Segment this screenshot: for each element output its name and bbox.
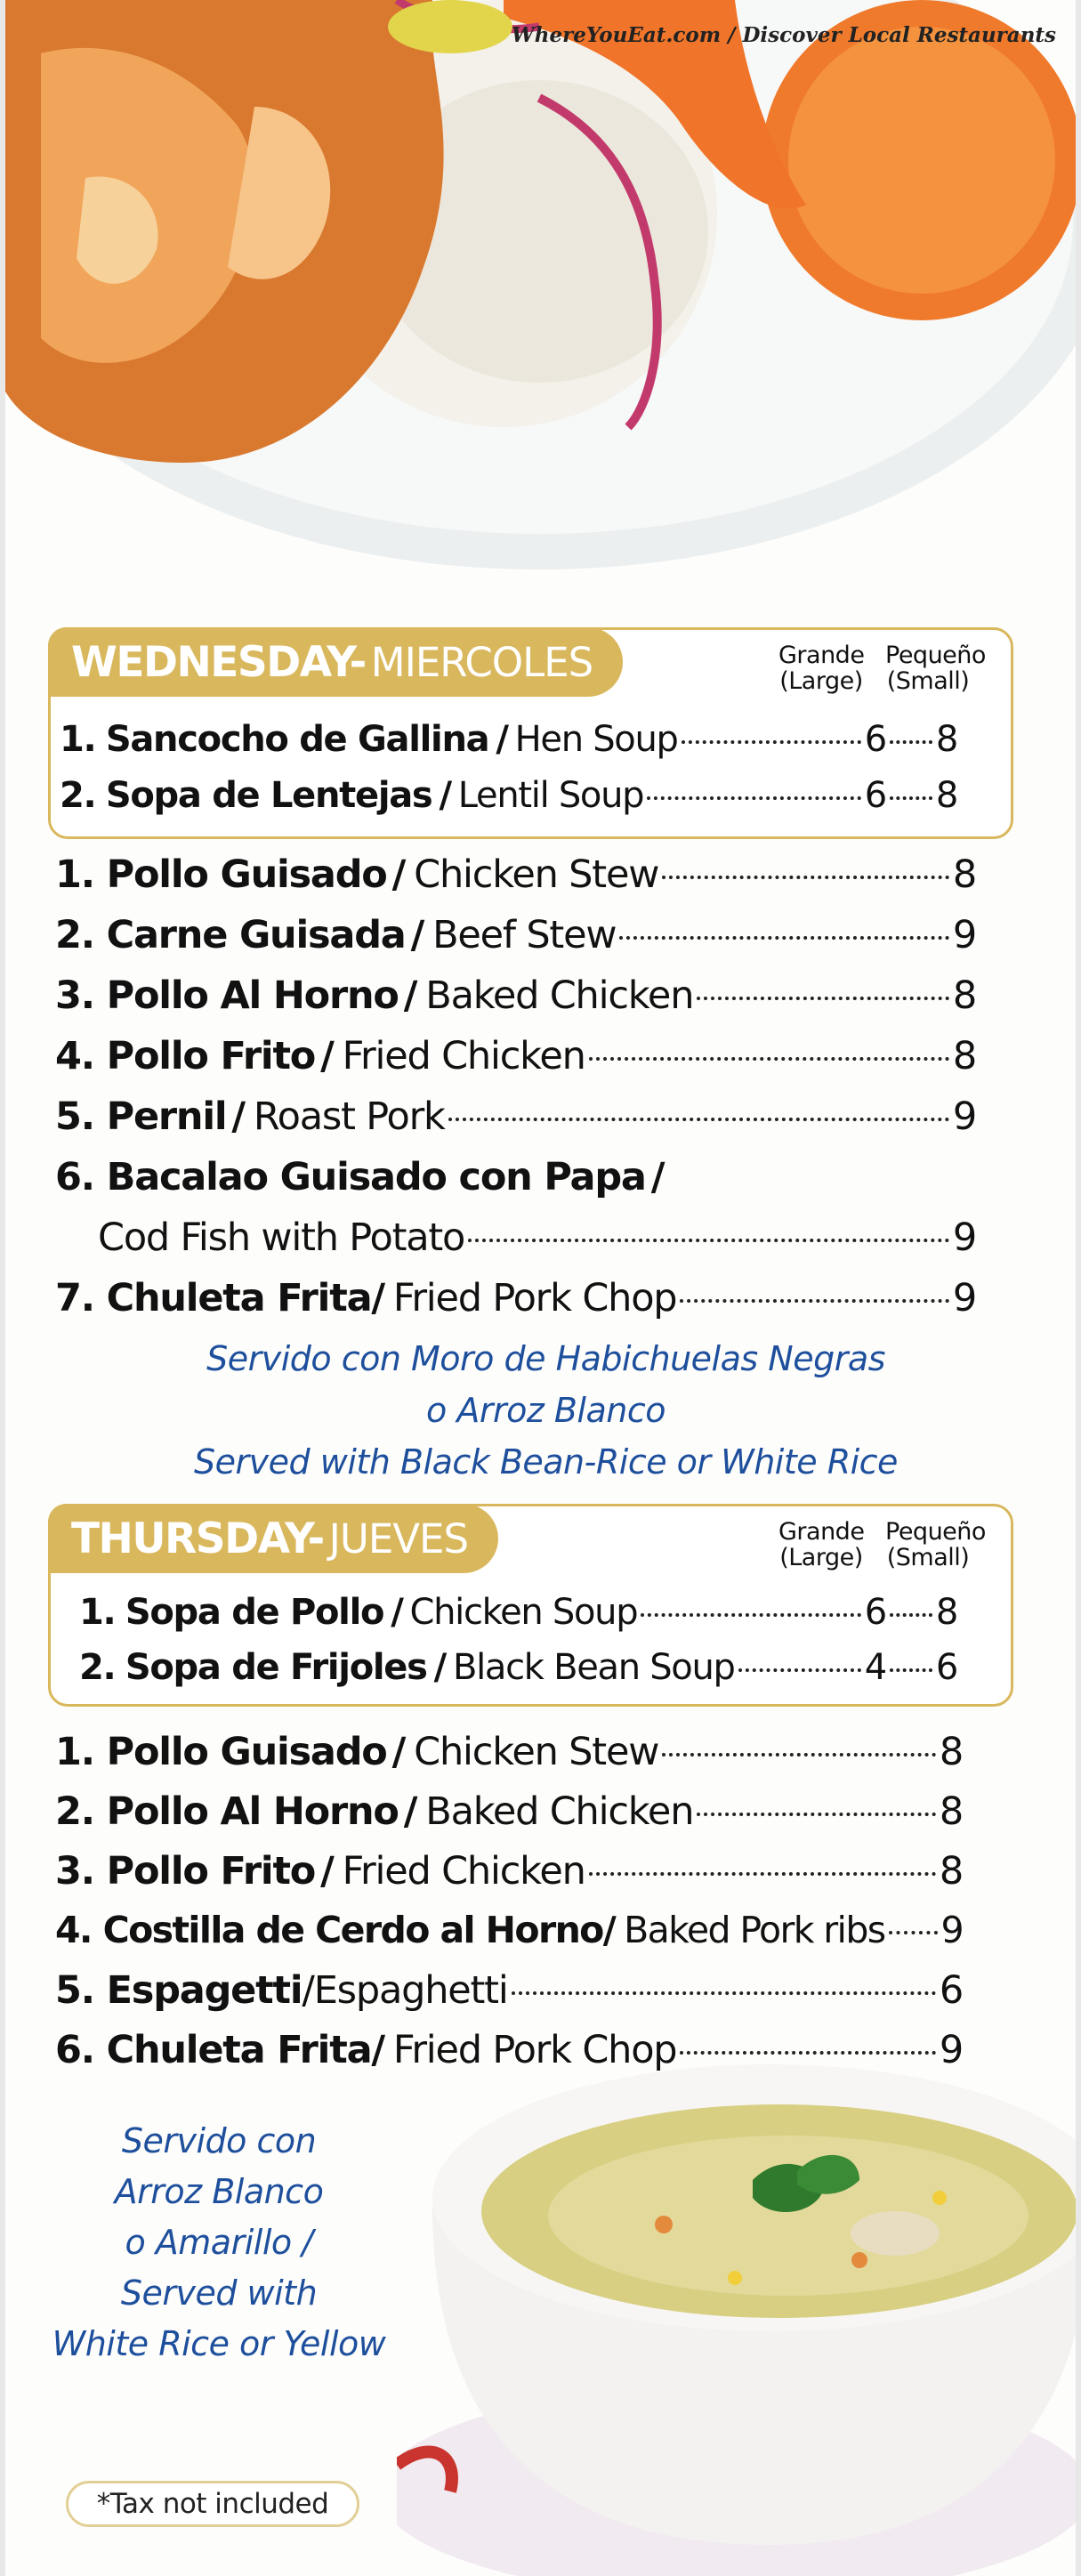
item-separator: / [371, 2028, 384, 2072]
served-line: Servido con Moro de Habichuelas Negras [206, 1339, 885, 1378]
watermark: WhereYouEat.com / Discover Local Restaurants [511, 23, 1056, 47]
dot-leader [738, 1668, 861, 1672]
item-price: 6 [939, 1968, 963, 2013]
dot-leader [468, 1239, 949, 1242]
menu-item [55, 1276, 976, 1320]
soup-number: 1. [60, 719, 96, 760]
served-line: Servido con [121, 2121, 317, 2160]
menu-item [55, 1909, 963, 1951]
item-name-en: Beef Stew [432, 913, 617, 957]
dot-leader [697, 1813, 936, 1816]
item-price: 8 [939, 1849, 963, 1894]
item-name-en: Espaghetti [313, 1968, 508, 2013]
wednesday-title-es: MIERCOLES [370, 638, 593, 686]
dot-leader [890, 740, 932, 744]
item-name-es: 1. Pollo Guisado [55, 852, 387, 897]
item-name-es: 1. Pollo Guisado [55, 1730, 387, 1774]
item-separator: / [403, 1789, 417, 1834]
soup-bowl-photo [397, 2047, 1081, 2576]
dot-leader [512, 1991, 936, 1995]
menu-item [55, 1968, 963, 2013]
item-price: 8 [952, 1034, 976, 1078]
thursday-banner [48, 1504, 498, 1573]
item-name-en: Baked Chicken [425, 973, 694, 1018]
dot-leader [890, 1613, 932, 1617]
tax-note: *Tax not included [66, 2481, 359, 2527]
item-name-en: Chicken Stew [414, 1730, 659, 1774]
item-price: 8 [952, 852, 976, 897]
item-name-es: 4. Costilla de Cerdo al Horno [55, 1909, 603, 1951]
served-line: Served with Black Bean-Rice or White Rice [194, 1442, 898, 1482]
dot-leader [619, 936, 949, 940]
item-separator: / [391, 852, 406, 897]
soup-number: 1. [79, 1592, 116, 1633]
item-name-en: Baked Pork ribs [624, 1909, 885, 1951]
item-separator: / [602, 1909, 616, 1951]
item-name-es: 4. Pollo Frito [55, 1034, 316, 1078]
item-name-en: Fried Chicken [342, 1849, 585, 1894]
menu-item [55, 1034, 976, 1078]
item-price: 9 [939, 2028, 963, 2072]
plate-illustration [5, 0, 1081, 587]
menu-item-continued [98, 1215, 976, 1260]
price-large: 4 [864, 1647, 886, 1688]
item-separator: / [302, 1968, 314, 2013]
item-name-es: 5. Espagetti [55, 1968, 303, 2013]
soup-name-en: Chicken Soup [409, 1592, 638, 1633]
dot-leader [647, 796, 860, 800]
item-price: 8 [939, 1730, 963, 1774]
menu-item [55, 1094, 976, 1139]
item-name-es: 3. Pollo Frito [55, 1849, 316, 1894]
thursday-soup-box [48, 1504, 1013, 1707]
thursday-size-header [778, 1518, 986, 1572]
size-small-label: Pequeño (Small) [885, 642, 986, 696]
item-name-es: 5. Pernil [55, 1094, 227, 1139]
item-price: 9 [952, 913, 976, 957]
soup-name-es: Sopa de Pollo [125, 1592, 384, 1633]
wednesday-banner [48, 627, 623, 697]
thursday-title-es: JUEVES [328, 1514, 469, 1563]
soup-row [79, 1592, 957, 1633]
item-name-es: 6. Bacalao Guisado con Papa [55, 1155, 646, 1199]
thursday-title-en: THURSDAY- [71, 1514, 324, 1563]
soup-row [60, 775, 957, 816]
price-large: 6 [864, 719, 886, 760]
item-separator: / [391, 1730, 406, 1774]
item-separator: / [371, 1276, 384, 1320]
dot-leader [662, 876, 949, 879]
wednesday-soup-box [48, 627, 1013, 839]
item-name-es: 2. Carne Guisada [55, 913, 406, 957]
dot-leader [890, 796, 932, 800]
soup-name-es: Sopa de Frijoles [125, 1647, 427, 1688]
item-name-es: 6. Chuleta Frita [55, 2028, 372, 2072]
soup-separator: / [439, 775, 451, 816]
item-name-es: 7. Chuleta Frita [55, 1276, 372, 1320]
soup-number: 2. [60, 775, 96, 816]
price-small: 6 [935, 1647, 957, 1688]
menu-item [55, 852, 976, 897]
dot-leader [589, 1872, 936, 1876]
item-price: 8 [939, 1789, 963, 1834]
item-separator: / [410, 913, 424, 957]
item-name-en: Baked Chicken [425, 1789, 694, 1834]
item-name-es: 2. Pollo Al Horno [55, 1789, 399, 1834]
item-separator: / [403, 973, 417, 1018]
item-price: 9 [952, 1094, 976, 1139]
item-name-en: Cod Fish with Potato [98, 1215, 465, 1260]
item-name-en: Roast Pork [253, 1094, 445, 1139]
size-large-label: Grande (Large) [778, 642, 865, 696]
dot-leader [697, 997, 949, 1000]
dot-leader [589, 1057, 949, 1061]
price-large: 6 [864, 1592, 886, 1633]
soup-name-en: Lentil Soup [457, 775, 644, 816]
item-separator: / [231, 1094, 245, 1139]
menu-item [55, 1849, 963, 1894]
soup-row [60, 719, 957, 760]
item-name-en: Fried Chicken [342, 1034, 585, 1078]
item-name-es: 3. Pollo Al Horno [55, 973, 399, 1018]
price-small: 8 [935, 719, 957, 760]
item-name-en: Fried Pork Chop [392, 1276, 677, 1320]
menu-item [55, 1789, 963, 1834]
item-price: 9 [952, 1276, 976, 1320]
soup-name-es: Sancocho de Gallina [105, 719, 489, 760]
soup-separator: / [496, 719, 508, 760]
served-line: Served with [120, 2273, 318, 2313]
dot-leader [680, 1299, 948, 1303]
served-line: o Arroz Blanco [426, 1391, 666, 1430]
soup-number: 2. [79, 1647, 116, 1688]
price-small: 8 [935, 775, 957, 816]
soup-name-en: Hen Soup [514, 719, 678, 760]
menu-item [55, 973, 976, 1018]
item-price: 8 [952, 973, 976, 1018]
served-line: Arroz Blanco [114, 2172, 324, 2211]
dot-leader [641, 1613, 860, 1617]
wednesday-title-en: WEDNESDAY- [71, 637, 366, 687]
thursday-served-note [32, 2116, 406, 2370]
menu-item [55, 1730, 963, 1774]
served-line: White Rice or Yellow [52, 2324, 386, 2363]
menu-item-heading [55, 1155, 976, 1199]
dot-leader [448, 1118, 949, 1121]
item-separator: / [320, 1034, 334, 1078]
soup-name-es: Sopa de Lentejas [105, 775, 432, 816]
soup-separator: / [433, 1647, 446, 1688]
price-small: 8 [935, 1592, 957, 1633]
served-line: o Amarillo / [125, 2223, 313, 2262]
item-separator: / [650, 1155, 665, 1199]
item-separator: / [320, 1849, 334, 1894]
soup-row [79, 1647, 957, 1688]
soup-name-en: Black Bean Soup [452, 1647, 735, 1688]
size-small-label: Pequeño (Small) [885, 1518, 986, 1572]
soup-separator: / [391, 1592, 403, 1633]
dot-leader [662, 1753, 936, 1756]
price-large: 6 [864, 775, 886, 816]
wednesday-served-note [5, 1333, 1081, 1488]
menu-item [55, 913, 976, 957]
food-photo-top [5, 0, 1081, 587]
item-price: 9 [952, 1215, 976, 1260]
item-name-en: Fried Pork Chop [392, 2028, 677, 2072]
dot-leader [890, 1668, 932, 1672]
dot-leader [889, 1931, 938, 1934]
size-large-label: Grande (Large) [778, 1518, 865, 1572]
wednesday-size-header [778, 642, 986, 696]
item-price: 9 [940, 1909, 963, 1951]
item-name-en: Chicken Stew [414, 852, 659, 897]
dot-leader [682, 740, 861, 744]
